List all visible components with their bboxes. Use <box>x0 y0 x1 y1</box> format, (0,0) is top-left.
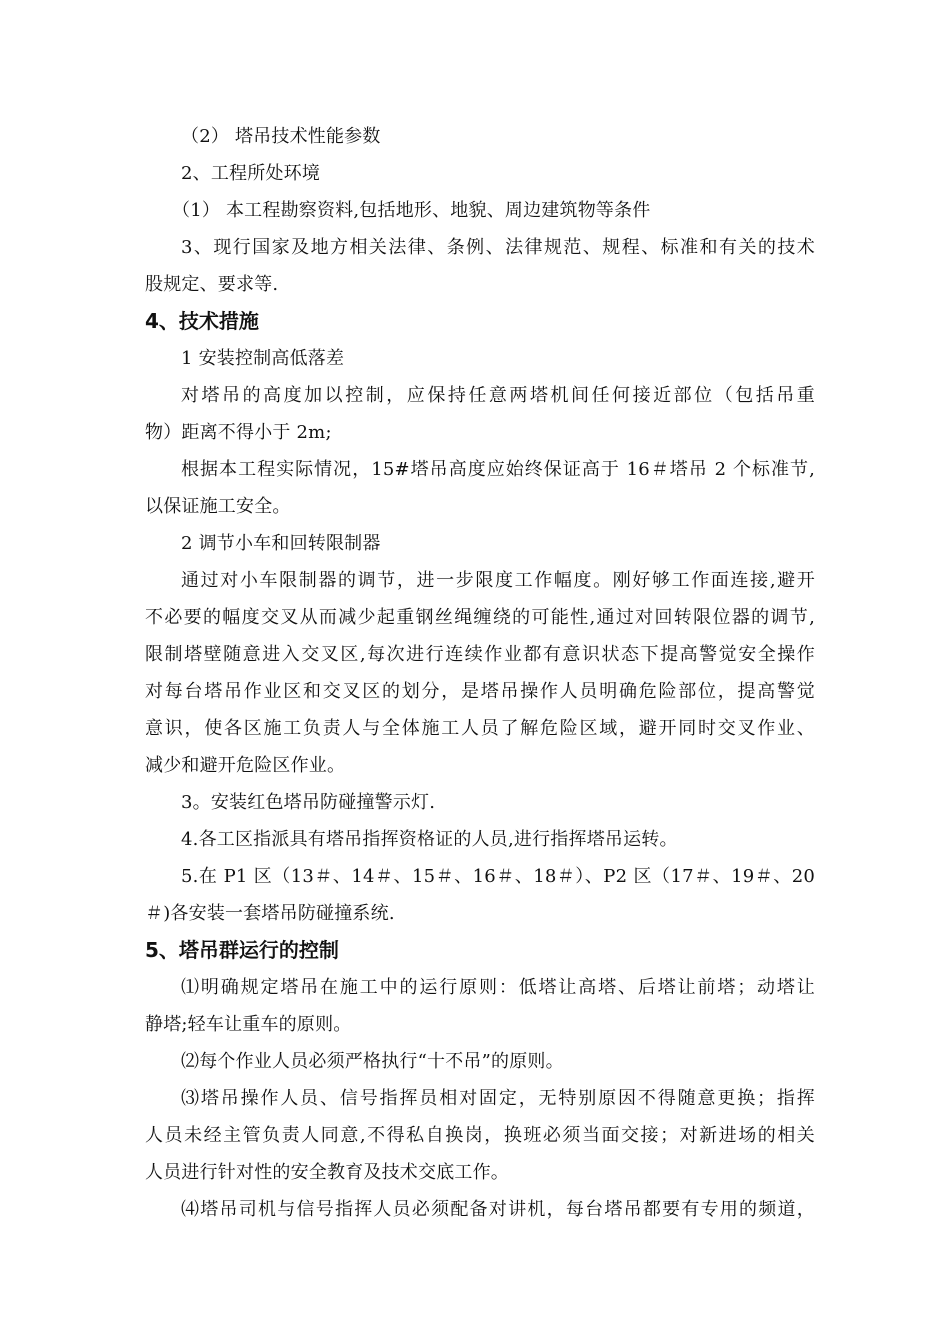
paragraph-line: ⑷塔吊司机与信号指挥人员必须配备对讲机，每台塔吊都要有专用的频道， <box>181 1199 815 1220</box>
paragraph-line: （2） 塔吊技术性能参数 <box>181 126 381 147</box>
paragraph-line: ⑵每个作业人员必须严格执行“十不吊”的原则。 <box>181 1051 564 1072</box>
paragraph-line: 人员进行针对性的安全教育及技术交底工作。 <box>145 1162 509 1183</box>
paragraph-line: 意识，使各区施工负责人与全体施工人员了解危险区域，避开同时交叉作业、 <box>145 718 815 739</box>
paragraph-line: 1 安装控制高低落差 <box>181 348 345 369</box>
paragraph-line: 股规定、要求等. <box>145 274 279 295</box>
paragraph-line: 不必要的幅度交叉从而减少起重钢丝绳缠绕的可能性,通过对回转限位器的调节, <box>145 607 815 628</box>
paragraph-line: 静塔;轻车让重车的原则。 <box>145 1014 352 1035</box>
paragraph-line: 3。安装红色塔吊防碰撞警示灯. <box>181 792 436 813</box>
paragraph-line: 人员未经主管负责人同意,不得私自换岗，换班必须当面交接；对新进场的相关 <box>145 1125 815 1146</box>
paragraph-line: 限制塔壁随意进入交叉区,每次进行连续作业都有意识状态下提高警觉安全操作 <box>145 644 815 665</box>
paragraph-line: 对塔吊的高度加以控制，应保持任意两塔机间任何接近部位（包括吊重 <box>181 385 815 406</box>
paragraph-line: 以保证施工安全。 <box>145 496 291 517</box>
paragraph-line: 2、工程所处环境 <box>181 163 321 184</box>
paragraph-line: 3、现行国家及地方相关法律、条例、法律规范、规程、标准和有关的技术 <box>181 237 815 258</box>
paragraph-line: ＃)各安装一套塔吊防碰撞系统. <box>145 903 395 924</box>
paragraph-line: 5.在 P1 区（13＃、14＃、15＃、16＃、18＃）、P2 区（17＃、19＃、20 <box>181 866 815 887</box>
paragraph-line: ⑴明确规定塔吊在施工中的运行原则：低塔让高塔、后塔让前塔；动塔让 <box>181 977 815 998</box>
document-body <box>145 118 815 1228</box>
paragraph-line: 4.各工区指派具有塔吊指挥资格证的人员,进行指挥塔吊运转。 <box>181 829 678 850</box>
paragraph-line: 根据本工程实际情况，15#塔吊高度应始终保证高于 16＃塔吊 2 个标准节, <box>181 459 815 480</box>
section-heading: 4、技术措施 <box>145 309 259 333</box>
paragraph-line: 对每台塔吊作业区和交叉区的划分，是塔吊操作人员明确危险部位，提高警觉 <box>145 681 815 702</box>
paragraph-line: 物）距离不得小于 2m; <box>145 422 332 443</box>
section-heading: 5、塔吊群运行的控制 <box>145 938 339 962</box>
paragraph-line: ⑶塔吊操作人员、信号指挥员相对固定，无特别原因不得随意更换；指挥 <box>181 1088 815 1109</box>
paragraph-line: 通过对小车限制器的调节，进一步限度工作幅度。刚好够工作面连接,避开 <box>181 570 815 591</box>
paragraph-line: 减少和避开危险区作业。 <box>145 755 346 776</box>
paragraph-line: （1） 本工程勘察资料,包括地形、地貌、周边建筑物等条件 <box>172 200 651 221</box>
paragraph-line: 2 调节小车和回转限制器 <box>181 533 381 554</box>
